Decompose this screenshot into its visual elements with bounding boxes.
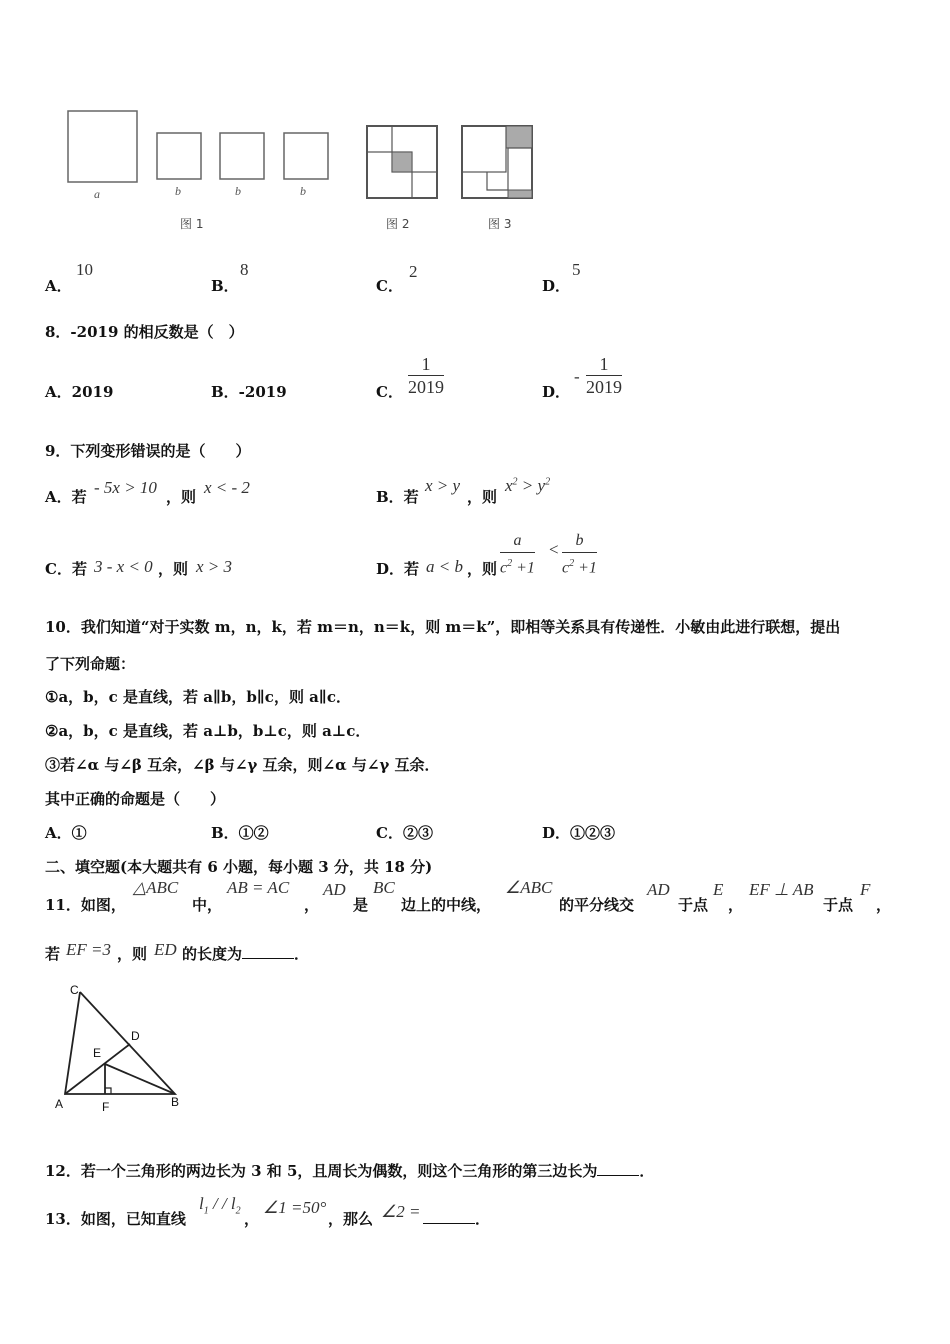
q10-proposition-2: ②a，b，c 是直线，若 a⊥b，b⊥c，则 a⊥c． [45, 722, 371, 740]
q9-a-then: ，则 [166, 488, 197, 506]
point-c-label: C [70, 983, 79, 997]
fraction-denominator: 2019 [408, 377, 444, 397]
fig2-caption: 图 2 [386, 217, 410, 231]
q9-a-expr2: x < - 2 [204, 478, 250, 497]
q12-stem: 12．若一个三角形的两边长为 3 和 5，且周长为偶数，则这个三角形的第三边长为 [45, 1162, 598, 1180]
q13-period: ． [475, 1210, 491, 1228]
q9-a-letter: A．若 [45, 488, 87, 506]
q9-b-expr1: x > y [425, 476, 461, 495]
q8-option-c-letter: C． [376, 383, 403, 401]
q11-comma2: ， [728, 896, 744, 914]
q7-option-c-value: 2 [409, 262, 418, 281]
q8-option-c-fraction [408, 353, 444, 398]
q7-option-d-value: 5 [572, 260, 581, 279]
q8-option-d-fraction [586, 353, 622, 398]
q11-tail [182, 943, 309, 964]
answer-blank [242, 944, 294, 959]
answer-blank [423, 1209, 475, 1224]
small-square-b2 [220, 133, 264, 179]
point-e-label: E [93, 1046, 102, 1060]
q9-d-expr1: a < b [426, 557, 463, 576]
q11-angle: ∠ABC [505, 878, 553, 897]
figure-2 [367, 126, 437, 198]
q9-b-letter: B．若 [376, 488, 419, 506]
q11-perp: EF ⊥ AB [749, 880, 814, 899]
q9-d-letter: D．若 [376, 560, 420, 578]
q9-c-expr1: 3 - x < 0 [94, 557, 153, 576]
q13-angle2: ∠2 = [381, 1202, 421, 1221]
q8-option-d-letter: D． [542, 383, 571, 401]
q9-stem: 9．下列变形错误的是（ ） [45, 442, 251, 460]
answer-blank [597, 1161, 639, 1176]
q10-proposition-3: ③若∠α 与∠β 互余，∠β 与∠γ 互余，则∠α 与∠γ 互余． [45, 756, 440, 774]
q9-c-letter: C．若 [45, 560, 87, 578]
label-a: a [94, 187, 100, 201]
q7-option-c-letter: C． [376, 277, 403, 295]
q11-tail-text: 的长度为 [182, 945, 243, 963]
point-b-label: B [171, 1095, 180, 1109]
large-square-a [68, 111, 137, 182]
subscript-1: 1 [203, 1205, 209, 1217]
right-angle-mark [105, 1088, 111, 1094]
label-b3: b [300, 184, 306, 198]
q7-option-a-value: 10 [76, 260, 93, 279]
subscript-2: 2 [235, 1205, 241, 1217]
q7-option-b-letter: B． [211, 277, 239, 295]
q10-line1: 10．我们知道“对于实数 m，n，k，若 m＝n，n＝k，则 m＝k”，即相等关系具有传递性．小敏由此进行联想，提出 [45, 618, 841, 636]
q8-option-b: B．-2019 [211, 383, 287, 401]
fraction-denominator: $c^2 +1$ [562, 558, 597, 577]
fraction-numerator: b [562, 530, 597, 553]
fraction-denominator: 2019 [586, 377, 622, 397]
q11-ad2: AD [647, 880, 670, 899]
fig3-caption: 图 3 [488, 217, 512, 231]
q11-triangle: △ABC [133, 878, 179, 897]
q11-ruo: 若 [45, 945, 61, 963]
label-b1: b [175, 184, 181, 198]
q13-nam: ，那么 [328, 1210, 374, 1228]
q10-line2: 了下列命题： [45, 655, 136, 673]
q13-angle1: ∠1 =50° [263, 1198, 327, 1217]
point-f-label: F [102, 1100, 110, 1114]
q11-num: 11．如图， [45, 896, 126, 914]
q11-comma3: ， [876, 896, 892, 914]
q8-option-a: A．2019 [45, 383, 114, 401]
line-l: l [199, 1194, 204, 1213]
q11-ad: AD [323, 880, 346, 899]
q11-ed: ED [154, 940, 177, 959]
q11-f: F [860, 880, 871, 899]
q11-bisect: 的平分线交 [559, 896, 635, 914]
q11-ef: EF =3 [66, 940, 111, 959]
point-d-label: D [131, 1029, 140, 1043]
q8-stem: 8．-2019 的相反数是（ ） [45, 323, 244, 341]
parallel-text: / / l [208, 1194, 236, 1213]
q8-option-d-minus: - [574, 367, 580, 386]
q13-num: 13．如图，已知直线 [45, 1210, 186, 1228]
fig1-caption: 图 1 [180, 217, 204, 231]
q10-proposition-1: ①a，b，c 是直线，若 a∥b，b∥c，则 a∥c． [45, 688, 351, 706]
q9-d-lt: < [549, 540, 559, 559]
figure-3 [462, 126, 532, 198]
q11-zhong: 中， [192, 896, 223, 914]
fraction-numerator: a [500, 530, 535, 553]
small-square-b1 [157, 133, 201, 179]
q10-option-c: C．②③ [376, 824, 433, 842]
segment-be [105, 1064, 175, 1094]
q10-option-b: B．①② [211, 824, 269, 842]
q11-eq: AB = AC [227, 878, 290, 897]
small-square-b3 [284, 133, 328, 179]
q11-comma1: ， [304, 896, 320, 914]
q7-option-b-value: 8 [240, 260, 249, 279]
q12-period: ． [639, 1162, 655, 1180]
triangle-figure [50, 982, 190, 1117]
q11-bc: BC [373, 878, 395, 897]
q11-ze: ，则 [117, 945, 148, 963]
q11-e: E [713, 880, 724, 899]
q11-yudian: 于点 [678, 896, 709, 914]
fraction-denominator: $c^2 +1$ [500, 558, 535, 577]
fraction-numerator: 1 [586, 353, 622, 376]
q9-c-expr2: x > 3 [196, 557, 233, 576]
q10-option-a: A．① [45, 824, 87, 842]
section-2-heading: 二、填空题(本大题共有 6 小题，每小题 3 分，共 18 分) [45, 858, 433, 876]
q9-d-then: ，则 [467, 560, 498, 578]
q13-comma: ， [244, 1210, 260, 1228]
q9-b-expr2: $x^2 > y^2$ [505, 476, 551, 495]
q9-b-then: ，则 [467, 488, 498, 506]
triangle-abc [65, 992, 175, 1094]
q9-c-then: ，则 [158, 560, 189, 578]
q7-option-d-letter: D． [542, 277, 571, 295]
q11-shi: 是 [353, 896, 369, 914]
q10-option-d: D．①②③ [542, 824, 616, 842]
q9-a-expr1: - 5x > 10 [94, 478, 157, 497]
q10-ask: 其中正确的命题是（ ） [45, 790, 226, 808]
point-a-label: A [55, 1097, 64, 1111]
q11-period: ． [294, 945, 310, 963]
q13-tail [423, 1208, 490, 1229]
square-figures [60, 100, 550, 240]
q11-mid: 边上的中线， [401, 896, 492, 914]
q11-yudian2: 于点 [823, 896, 854, 914]
q7-option-a-letter: A． [45, 277, 72, 295]
q9-d-frac-b [562, 530, 597, 579]
fraction-numerator: 1 [408, 353, 444, 376]
q12-text [45, 1160, 654, 1181]
q13-parallel [199, 1194, 241, 1216]
q9-d-frac-a [500, 530, 535, 579]
label-b2: b [235, 184, 241, 198]
